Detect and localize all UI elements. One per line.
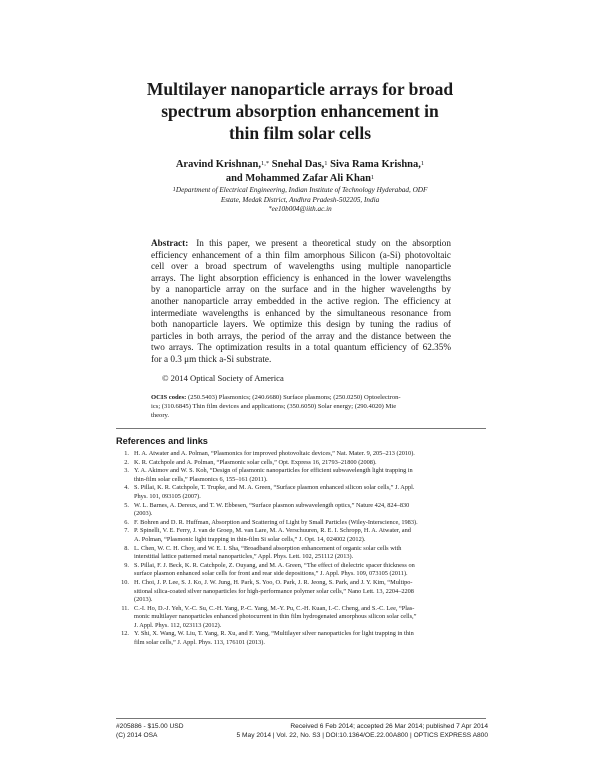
footer-dates: Received 6 Feb 2014; accepted 26 Mar 2014; published 7 Apr 2014 xyxy=(290,723,488,730)
footer-price: #205886 - $15.00 USD xyxy=(116,723,184,730)
footer-copyright: (C) 2014 OSA xyxy=(116,732,158,740)
reference-number: 11. xyxy=(121,604,129,612)
reference-text: S. Pillai, F. J. Beck, K. R. Catchpole, Z. Ouyang, and M. A. Green, “The effect of dielectric spacer thickness on xyxy=(134,561,415,569)
reference-text: interstitial lattice patterned metal nanoparticles,” Appl. Phys. Lett. 102, 251112 (2013). xyxy=(134,553,354,561)
footer-row xyxy=(116,722,488,731)
author-affil-mark: 1 xyxy=(370,174,375,181)
reference-number: 2. xyxy=(124,458,129,466)
reference-text: C.-I. Ho, D.-J. Yeh, V.-C. Su, C.-H. Yang, P.-C. Yang, M.-Y. Pu, C.-H. Kuan, I.-C. Cheng, and S.-C. Lee, “Plas- xyxy=(134,604,415,612)
affiliation-line xyxy=(150,186,450,196)
abstract-text: In this paper, we present a theoretical study on the absorption xyxy=(196,238,451,248)
footer-citation: 5 May 2014 | Vol. 22, No. S3 | DOI:10.1364/OE.22.00A800 | OPTICS EXPRESS A800 xyxy=(236,732,488,740)
abstract-line: both nanoparticle layers. We optimize this design by tuning the radius of xyxy=(151,319,451,330)
reference-text: surface plasmon enhanced solar cells for front and rear side depositions,” J. Appl. Phys. 109, 073105 (2011). xyxy=(134,570,408,578)
reference-number: 5. xyxy=(124,501,129,509)
footer-divider xyxy=(116,718,486,719)
reference-text: L. Chen, W. C. H. Choy, and W. E. I. Sha, “Broadband absorption enhancement of organic solar cells with xyxy=(134,544,402,552)
author-list xyxy=(90,158,510,186)
affiliation-text: Department of Electrical Engineering, Indian Institute of Technology Hyderabad, ODF xyxy=(175,186,428,194)
references-heading: References and links xyxy=(116,436,208,446)
reference-item xyxy=(116,630,488,647)
abstract-line: cell over a broad spectrum of wavelengths using multiple nanoparticle xyxy=(151,261,451,272)
reference-number: 9. xyxy=(124,561,129,569)
author-name: Aravind Krishnan, xyxy=(175,159,262,170)
reference-item xyxy=(116,467,488,484)
reference-number: 7. xyxy=(124,527,129,535)
reference-text: (2003). xyxy=(134,510,153,518)
reference-text: film solar cells,” J. Appl. Phys. 113, 176101 (2013). xyxy=(134,639,265,647)
title-line: Multilayer nanoparticle arrays for broad xyxy=(146,79,454,99)
reference-item xyxy=(116,484,488,501)
reference-text: Y. Shi, X. Wang, W. Liu, T. Yang, R. Xu, and F. Yang, “Multilayer silver nanoparticles for light trapping in thin xyxy=(134,630,414,638)
reference-text: W. L. Barnes, A. Dereux, and T. W. Ebbesen, “Surface plasmon subwavelength optics,” Nature 424, 824–830 xyxy=(134,501,410,509)
ocis-line xyxy=(151,393,451,402)
reference-number: 8. xyxy=(124,544,129,552)
reference-text: P. Spinelli, V. E. Ferry, J. van de Groep, M. van Lare, M. A. Verschuuren, R. E. I. Schropp, H. A. Atwater, and xyxy=(134,527,411,535)
ocis-line: theory. xyxy=(151,412,170,419)
reference-item xyxy=(116,545,488,562)
reference-text: A. Polman, “Plasmonic light trapping in thin-film Si solar cells,” J. Opt. 14, 024002 (2012). xyxy=(134,535,366,543)
author-name: and Mohammed Zafar Ali Khan xyxy=(225,173,371,184)
reference-text: sitional silica-coated silver nanoparticles for high-performance polymer solar cells,” Nano Lett. 13, 2204–2208 xyxy=(134,587,414,595)
reference-item xyxy=(116,519,488,528)
reference-item xyxy=(116,450,488,459)
reference-text: thin-film solar cells,” Plasmonics 6, 155–161 (2011). xyxy=(134,475,268,483)
reference-number: 10. xyxy=(121,578,129,586)
reference-text: H. Choi, J. P. Lee, S. J. Ko, J. W. Jung, H. Park, S. Yoo, O. Park, J. R. Jeong, S. Park, and J. Y. Kim, “Multipo- xyxy=(134,578,413,586)
title-line: thin film solar cells xyxy=(228,123,372,143)
reference-text: S. Pillai, K. R. Catchpole, T. Trupke, and M. A. Green, “Surface plasmon enhanced silicon solar cells,” J. Appl. xyxy=(134,484,415,492)
abstract-line: particles in both arrays, the period of the array and the distance between the xyxy=(151,330,451,341)
reference-text: H. A. Atwater and A. Polman, “Plasmonics for improved photovoltaic devices,” Nat. Mater. 9, 205–213 (2010). xyxy=(134,450,415,457)
reference-number: 6. xyxy=(124,518,129,526)
affiliation-line: Estate, Medak District, Andhra Pradesh-502205, India xyxy=(220,195,380,204)
email-link[interactable]: ee10b004@iith.ac.in xyxy=(271,205,332,213)
abstract-line: two arrays. The optimization results in a total quantum efficiency of 62.35% xyxy=(151,342,451,353)
abstract-line: arrays. The light absorption efficiency is enhanced in the lower wavelengths xyxy=(151,272,451,283)
reference-text: Phys. 101, 093105 (2007). xyxy=(134,492,201,500)
copyright-notice: © 2014 Optical Society of America xyxy=(162,373,284,383)
ocis-label: OCIS codes: xyxy=(151,394,187,401)
reference-item xyxy=(116,562,488,579)
reference-number: 12. xyxy=(121,630,129,638)
affiliation xyxy=(150,186,450,215)
abstract-line: by a nanoparticle array on the surface and in the higher wavelengths by xyxy=(151,284,451,295)
section-divider xyxy=(116,428,486,429)
author-line xyxy=(90,158,510,172)
reference-list xyxy=(116,450,488,648)
reference-item xyxy=(116,502,488,519)
author-affil-mark: 1 xyxy=(420,160,425,167)
author-name: Snehal Das, xyxy=(271,159,325,170)
reference-item xyxy=(116,579,488,605)
abstract-line: intermediate wavelengths is enhanced by the simultaneous resonance from xyxy=(151,307,451,318)
affiliation-mark: 1 xyxy=(172,186,176,193)
abstract-line xyxy=(151,238,451,250)
reference-text: (2013). xyxy=(134,596,153,604)
abstract-line: for a 0.3 μm thick a-Si substrate. xyxy=(151,353,272,364)
paper-title xyxy=(100,78,500,144)
author-affil-mark: 1 xyxy=(324,160,328,167)
email-mark: * xyxy=(268,205,272,212)
footer-row xyxy=(116,731,488,740)
ocis-text: (250.5403) Plasmonics; (240.6680) Surface plasmons; (250.0250) Optoelectron- xyxy=(188,394,401,401)
author-line xyxy=(90,172,510,186)
abstract-line: efficiency enhancement of a thin film amorphous Silicon (a-Si) photovoltaic xyxy=(151,249,451,260)
reference-text: K. R. Catchpole and A. Polman, “Plasmonic solar cells,” Opt. Express 16, 21793–21800 (2008). xyxy=(134,458,377,466)
author-name: Siva Rama Krishna, xyxy=(330,159,421,170)
abstract-line: another nanoparticle array embedded in the active region. The efficiency at xyxy=(151,295,451,306)
reference-text: J. Appl. Phys. 112, 023113 (2012). xyxy=(134,621,222,629)
reference-item xyxy=(116,459,488,468)
abstract-label: Abstract: xyxy=(151,238,189,248)
reference-item xyxy=(116,605,488,631)
email-line xyxy=(150,205,450,215)
title-line: spectrum absorption enhancement in xyxy=(161,101,439,121)
reference-text: F. Bohren and D. R. Huffman, Absorption and Scattering of Light by Small Particles (Wiley-Interscience, 1983). xyxy=(134,518,418,526)
ocis-line: ics; (310.6845) Thin film devices and applications; (350.6050) Solar energy; (290.4020) Mie xyxy=(151,403,397,410)
reference-text: monic multilayer nanoparticles enhanced photocurrent in thin film hydrogenated amorphous silicon solar cells,” xyxy=(134,613,417,621)
reference-number: 1. xyxy=(124,450,129,457)
ocis-codes xyxy=(151,393,451,420)
author-affil-mark: 1,* xyxy=(261,160,270,167)
page-footer xyxy=(116,722,488,741)
reference-item xyxy=(116,527,488,544)
reference-number: 4. xyxy=(124,484,129,492)
abstract xyxy=(151,238,451,366)
reference-text: Y. A. Akimov and W. S. Koh, “Design of plasmonic nanoparticles for efficient subwavelength light trapping in xyxy=(134,467,413,475)
reference-number: 3. xyxy=(124,467,129,475)
